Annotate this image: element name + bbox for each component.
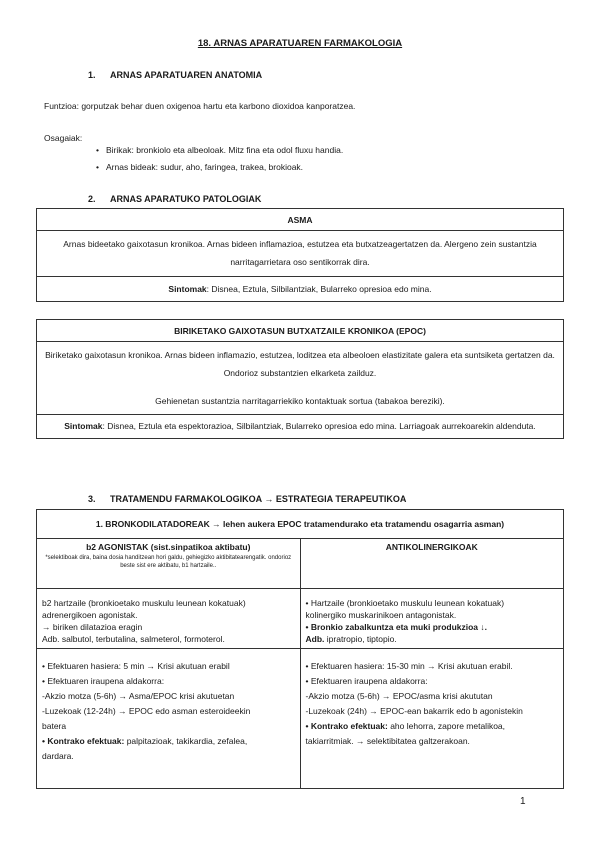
example-text: ipratropio, tiptopio. — [326, 634, 397, 644]
text-line: • Efektuaren iraupena aldakorra: — [305, 676, 428, 686]
asma-box — [36, 208, 564, 302]
epoc-title: BIRIKETAKO GAIXOTASUN BUTXATZAILE KRONIKOA (EPOC) — [37, 320, 563, 342]
treatment-table — [36, 509, 564, 789]
column-note: *selektiboak dira, baina dosia handitzean hori galdu, gehiegizko aktibitatearengatik. ondorioz beste sist ere aktibatu, b1 hartzaile.. — [45, 555, 292, 569]
text-line: -Luzekoak (24h) → EPOC-ean bakarrik edo b agonistekin — [305, 706, 523, 716]
section-3-heading — [88, 494, 406, 504]
section-2-heading — [88, 194, 261, 204]
organs-list — [96, 142, 343, 176]
asma-symptoms — [37, 277, 563, 301]
text-line: -Akzio motza (5-6h) → Asma/EPOC krisi akutuetan — [42, 691, 235, 701]
contraindications-text: palpitazioak, takikardia, zefalea, — [126, 736, 248, 746]
symptoms-label: Sintomak — [64, 421, 103, 431]
treatment-table-title: 1. BRONKODILATADOREAK → lehen aukera EPOC tratamendurako eta tratamendu osagarria asman) — [37, 510, 564, 539]
text-line: • Efektuaren iraupena aldakorra: — [42, 676, 165, 686]
text-line: → biriken dilatazioa eragin — [42, 622, 143, 632]
section-title: ARNAS APARATUKO PATOLOGIAK — [110, 194, 262, 204]
text-line: • Efektuaren hasiera: 15-30 min → Krisi akutuan erabil. — [305, 661, 513, 671]
b2-effects-cell — [37, 649, 301, 789]
text-line: adrenergikoen agonistak. — [42, 610, 138, 620]
text-line: • Bronkio zabalkuntza eta muki produkzioa ↓. — [305, 622, 488, 632]
symptoms-text: : Disnea, Eztula eta espektorazioa, Silbilantziak, Bularreko opresioa edo mina. Larriagoak aurrekoarekin aldenduta. — [102, 421, 536, 431]
anticholinergic-mechanism-cell — [300, 589, 564, 649]
text-line: takiarritmiak. → selektibitatea galtzerakoan. — [305, 736, 470, 746]
text-line: batera — [42, 721, 67, 731]
text-line: dardara. — [42, 751, 74, 761]
text-line: kolinergiko muskarinikoen antagonistak. — [305, 610, 457, 620]
b2-mechanism-cell — [37, 589, 301, 649]
text-line — [306, 719, 559, 734]
column-title: b2 AGONISTAK (sist.sinpatikoa aktibatu) — [86, 542, 251, 552]
epoc-body — [37, 342, 563, 415]
anticholinergic-effects-cell — [300, 649, 564, 789]
asma-title: ASMA — [37, 209, 563, 231]
organs-label: Osagaiak: — [44, 133, 83, 143]
text-line: • Hartzaile (bronkioetako muskulu leunean kokatuak) — [305, 598, 505, 608]
section-title: TRATAMENDU FARMAKOLOGIKOA → ESTRATEGIA TERAPEUTIKOA — [110, 494, 407, 504]
text-line — [42, 734, 295, 749]
document-title: 18. ARNAS APARATUAREN FARMAKOLOGIA — [197, 38, 403, 49]
symptoms-label: Sintomak — [168, 284, 207, 294]
epoc-symptoms — [37, 415, 563, 438]
symptoms-text: : Disnea, Eztula, Silbilantziak, Bularreko opresioa edo mina. — [206, 284, 432, 294]
contraindications-label: • Kontrako efektuak: — [42, 736, 125, 746]
text-line: b2 hartzaile (bronkioetako muskulu leunean kokatuak) — [42, 598, 246, 608]
contraindications-label: • Kontrako efektuak: — [305, 721, 388, 731]
section-number: 3. — [88, 494, 96, 504]
b2-agonist-header — [37, 539, 301, 589]
text-line: -Luzekoak (12-24h) → EPOC edo asman esteroideekin — [42, 706, 251, 716]
text-line: -Akzio motza (5-6h) → EPOC/asma krisi akututan — [305, 691, 493, 701]
asma-description: Arnas bideetako gaixotasun kronikoa. Arnas bideen inflamazioa, estutzea eta butxatzeagertatzen da. Alergeno zein sustantzia narritagarrietara oso sentikorrak dira. — [37, 231, 563, 277]
contraindications-text: aho lehorra, zapore metalikoa, — [390, 721, 506, 731]
page-number: 1 — [520, 796, 526, 807]
section-title: ARNAS APARATUAREN ANATOMIA — [110, 70, 263, 80]
list-item: • Arnas bideak: sudur, aho, faringea, trakea, brokioak. — [96, 159, 343, 176]
text-line: Adb. salbutol, terbutalina, salmeterol, formoterol. — [42, 634, 225, 644]
example-label: Adb. — [305, 634, 325, 644]
section-number: 2. — [88, 194, 96, 204]
epoc-description: Biriketako gaixotasun kronikoa. Arnas bideen inflamazio, estutzea, loditzea eta albeoloen elastizitate galera eta suntsiketa gertatzen da. Ondorioz substantzien elkarketa zailduz. — [45, 350, 555, 378]
epoc-cause: Gehienetan sustantzia narritagarriekiko kontaktuak sortua (tabakoa bereziki). — [155, 396, 445, 406]
section-number: 1. — [88, 70, 96, 80]
function-text: Funtzioa: gorputzak behar duen oxigenoa hartu eta karbono dioxidoa kanporatzea. — [44, 101, 356, 111]
text-line: • Efektuaren hasiera: 5 min → Krisi akutuan erabil — [42, 661, 230, 671]
epoc-box — [36, 319, 564, 439]
anticholinergic-header — [300, 539, 564, 589]
list-item: • Birikak: bronkiolo eta albeoloak. Mitz fina eta odol fluxu handia. — [96, 142, 343, 159]
section-1-heading — [88, 70, 262, 80]
text-line — [306, 633, 559, 645]
column-title: ANTIKOLINERGIKOAK — [385, 542, 478, 552]
